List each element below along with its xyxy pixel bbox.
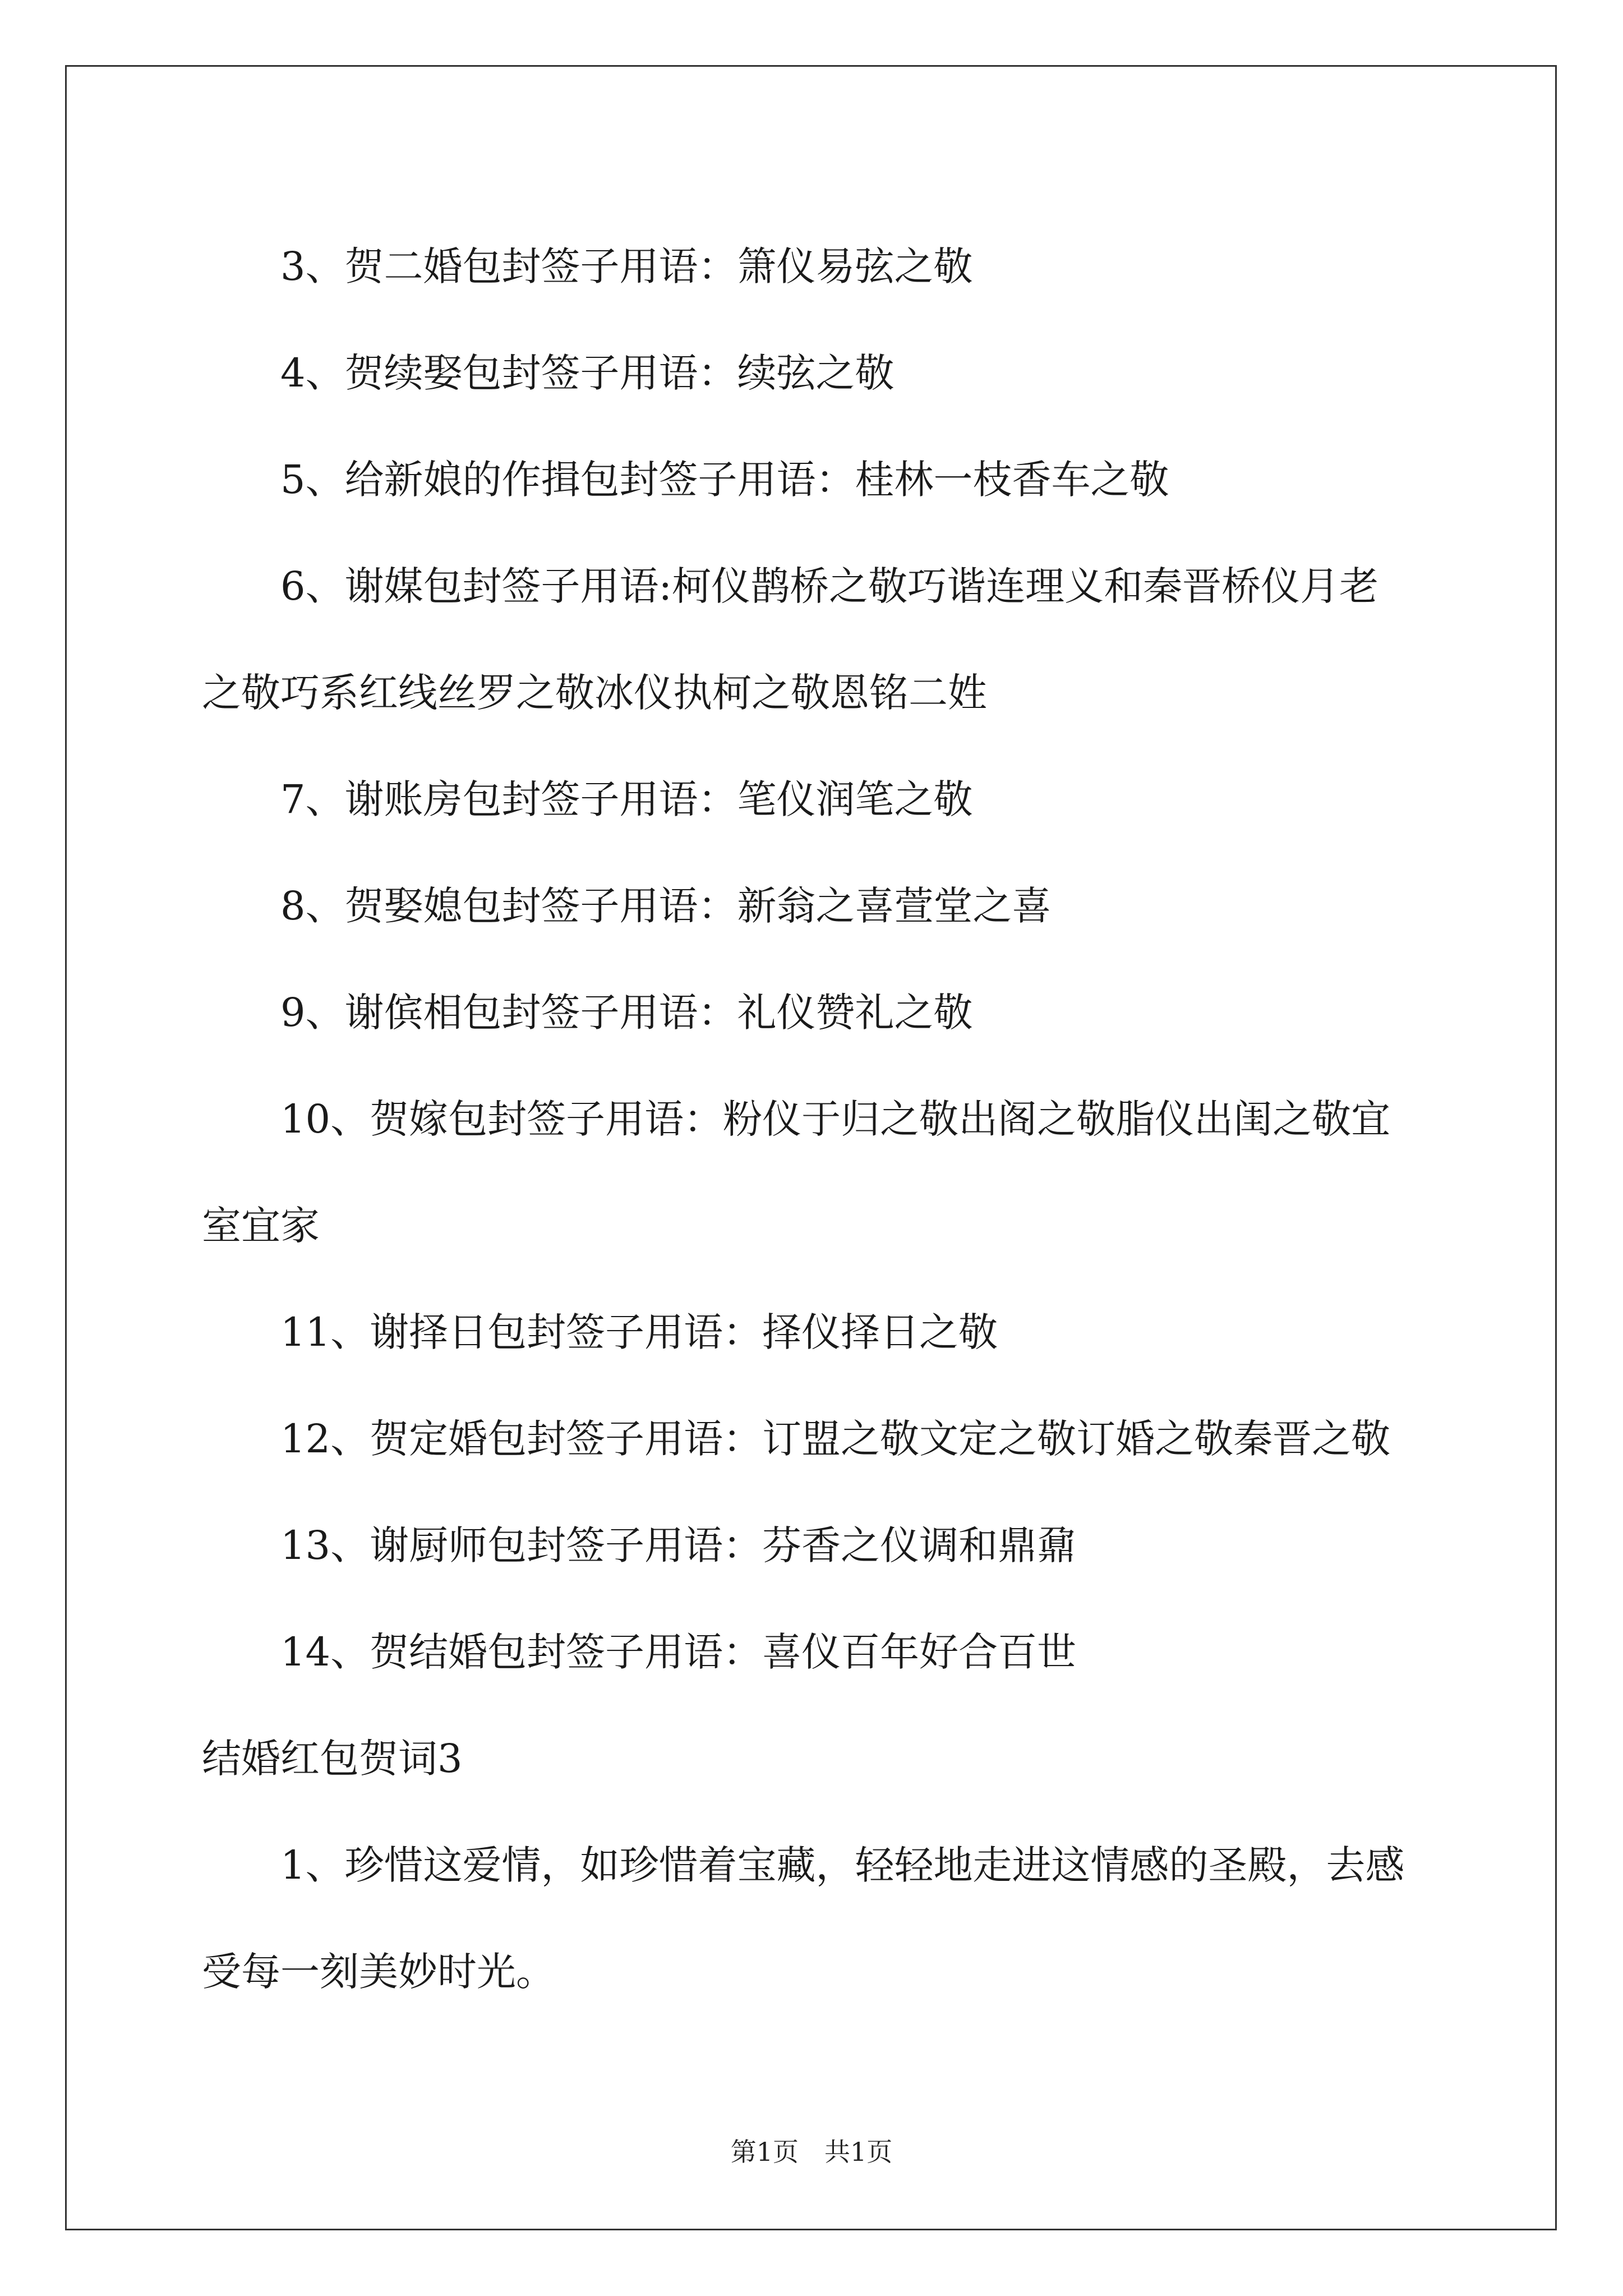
list-item-continuation: 之敬巧系红线丝罗之敬冰仪执柯之敬恩铭二姓 bbox=[202, 670, 987, 716]
list-item: 10、贺嫁包封签子用语：粉仪于归之敬出阁之敬脂仪出闺之敬宜 bbox=[280, 1096, 1391, 1142]
list-item: 13、谢厨师包封签子用语：芬香之仪调和鼎鼐 bbox=[280, 1522, 1077, 1568]
list-item: 9、谢傧相包封签子用语：礼仪赞礼之敬 bbox=[280, 990, 973, 1036]
list-item: 4、贺续娶包封签子用语：续弦之敬 bbox=[280, 350, 895, 396]
list-item: 7、谢账房包封签子用语：笔仪润笔之敬 bbox=[280, 776, 973, 822]
list-item: 11、谢择日包封签子用语：择仪择日之敬 bbox=[280, 1309, 998, 1355]
list-item-continuation: 受每一刻美妙时光。 bbox=[202, 1949, 555, 1995]
document-body bbox=[202, 213, 1436, 2025]
list-item: 3、贺二婚包封签子用语：箫仪易弦之敬 bbox=[280, 243, 973, 289]
list-item: 14、贺结婚包封签子用语：喜仪百年好合百世 bbox=[280, 1629, 1077, 1675]
list-item: 8、贺娶媳包封签子用语：新翁之喜萱堂之喜 bbox=[280, 883, 1052, 929]
list-item: 1、珍惜这爱情，如珍惜着宝藏，轻轻地走进这情感的圣殿，去感 bbox=[280, 1842, 1405, 1888]
page-footer: 第1页 共1页 bbox=[730, 2137, 893, 2167]
section-heading: 结婚红包贺词3 bbox=[202, 1736, 463, 1782]
list-item: 6、谢媒包封签子用语:柯仪鹊桥之敬巧谐连理义和秦晋桥仪月老 bbox=[280, 563, 1379, 609]
list-item-continuation: 室宜家 bbox=[202, 1203, 320, 1249]
list-item: 5、给新娘的作揖包封签子用语：桂林一枝香车之敬 bbox=[280, 457, 1169, 503]
list-item: 12、贺定婚包封签子用语：订盟之敬文定之敬订婚之敬秦晋之敬 bbox=[280, 1416, 1391, 1462]
